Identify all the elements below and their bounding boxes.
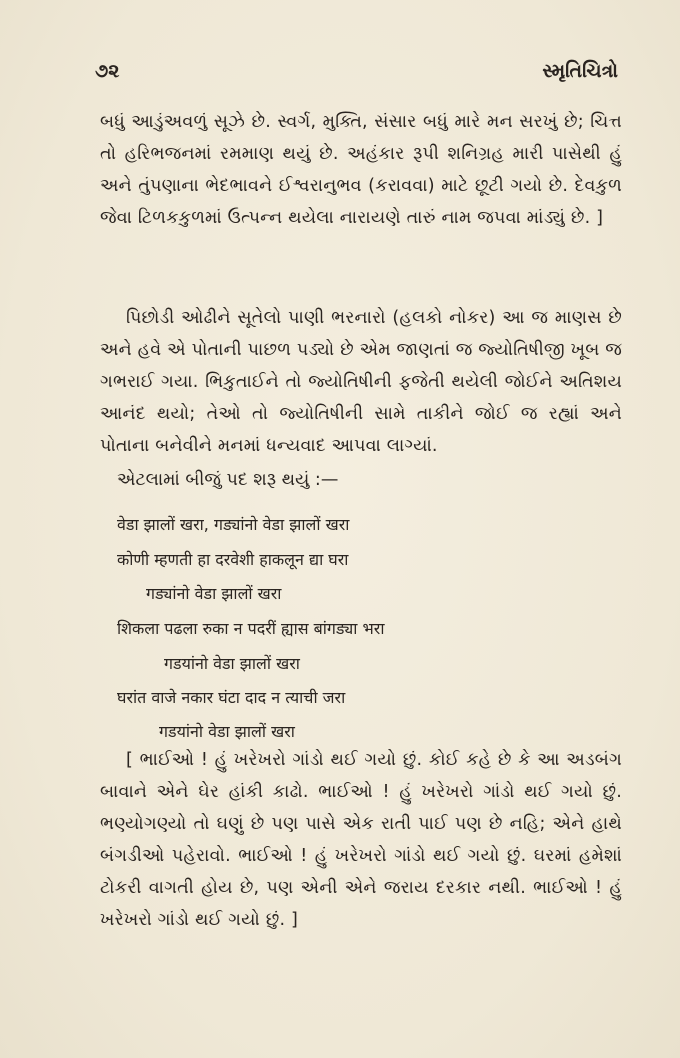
verse-intro: એટલામાં બીજું પદ શરૂ થયું :— (117, 470, 339, 490)
verse-line: कोणी म्हणती हा दरवेशी हाकलून द्या घरा (117, 550, 349, 569)
page-number: ૭૨ (95, 60, 120, 82)
paragraph-continued: બધું આડુંઅવળું સૂઝે છે. સ્વર્ગ, મુક્તિ, સંસાર બધું મારે મન સરખું છે; ચિત્ત તો હરિભજનમાં રમમાણ થયું છે. અહંકાર રૂપી શનિગ્રહ મારી પાસેથી હું અને તુંપણાના ભેદભાવને ઈશ્વરાનુભવ (કરાવવા) માટે છૂટી ગયો છે. દેવકુળ જેવા ટિળકકુળમાં ઉત્પન્ન થયેલા નારાયણે તારું નામ જપવા માંડ્યું છે. ] (100, 112, 622, 228)
verse-refrain: गडयांनो वेडा झालों खरा (164, 654, 300, 673)
verse-line: घरांत वाजे नकार घंटा दाद न त्याची जरा (117, 688, 346, 707)
verse-refrain: गड्यांनो वेडा झालों खरा (146, 584, 282, 603)
page-header (95, 60, 618, 90)
running-title: સ્મૃતિચિત્રો (542, 60, 618, 82)
paragraph-astrologer: પિછોડી ઓઢીને સૂતેલો પાણી ભરનારો (હલકો નોકર) આ જ માણસ છે અને હવે એ પોતાની પાછળ પડ્યો છે એમ જાણતાં જ જ્યોતિષીજી ખૂબ જ ગભરાઈ ગયા. ભિકુતાઈને તો જ્યોતિષીની ફજેતી થયેલી જોઈને અતિશય આનંદ થયો; તેઓ તો જ્યોતિષીની સામે તાકીને જોઈ જ રહ્યાં અને પોતાના બનેવીને મનમાં ધન્યવાદ આપવા લાગ્યાં. (100, 308, 622, 456)
verse-line: शिकला पढला रुका न पदरीं ह्यास बांगड्या भरा (117, 619, 385, 638)
verse-line: वेडा झालों खरा, गड्यांनो वेडा झालों खरा (117, 515, 350, 534)
verse-refrain: गडयांनो वेडा झालों खरा (159, 722, 295, 741)
verse-translation-paragraph: [ ભાઈઓ ! હું ખરેખરો ગાંડો થઈ ગયો છું. કોઈ કહે છે કે આ અડબંગ બાવાને એને ઘેર હાંકી કાઢો. ભાઈઓ ! હું ખરેખરો ગાંડો થઈ ગયો છું. ભણ્યોગણ્યો તો ઘણું છે પણ પાસે એક રાતી પાઈ પણ છે નહિ; એને હાથે બંગડીઓ પહેરાવો. ભાઈઓ ! હું ખરેખરો ગાંડો થઈ ગયો છું. ઘરમાં હમેશાં ટોકરી વાગતી હોય છે, પણ એની એને જરાય દરકાર નથી. ભાઈઓ ! હું ખરેખરો ગાંડો થઈ ગયો છું. ] (100, 750, 622, 930)
